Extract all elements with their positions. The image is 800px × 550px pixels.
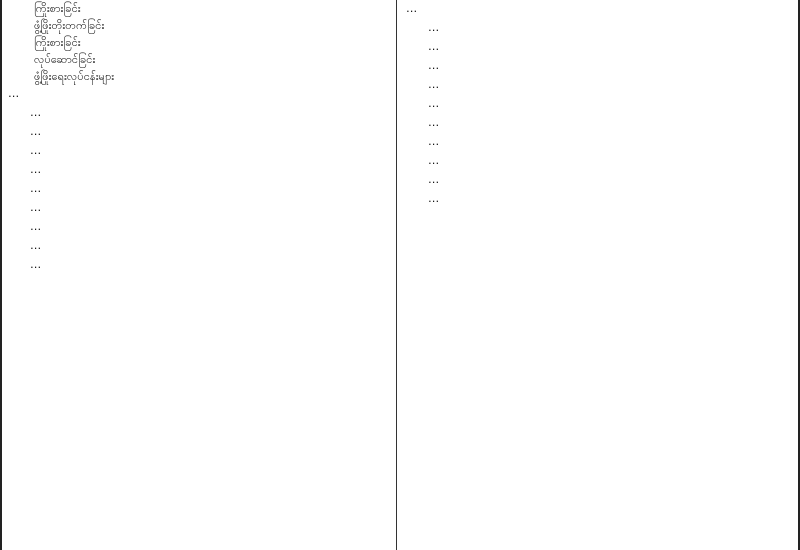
body-paragraph: … (30, 144, 42, 157)
body-paragraph: … (30, 163, 42, 176)
bullet-item: - လုပ်ဆောင်ခြင်း (34, 51, 386, 68)
body-paragraph: … (428, 78, 440, 91)
column-divider (396, 0, 397, 550)
body-paragraph: … (428, 192, 440, 205)
bullet-list (8, 0, 386, 85)
body-paragraph: … (30, 182, 42, 195)
body-paragraph: … (30, 106, 42, 119)
body-paragraph: … (8, 87, 20, 100)
body-paragraph: … (428, 173, 440, 186)
body-paragraph: … (406, 2, 418, 15)
body-paragraph: … (30, 220, 42, 233)
body-paragraph: … (428, 21, 440, 34)
body-paragraph: … (30, 125, 42, 138)
bullet-item: - ကြိုးစားခြင်း (34, 0, 386, 17)
left-text-column (8, 0, 388, 550)
bullet-item: - ကြိုးစားခြင်း (34, 34, 386, 51)
body-paragraph: … (428, 116, 440, 129)
body-paragraph: … (428, 97, 440, 110)
bullet-item: - ဖွံ့ဖြိုးတိုးတက်ခြင်း (34, 17, 386, 34)
body-paragraph: … (30, 239, 42, 252)
body-paragraph: … (428, 154, 440, 167)
right-text-column (406, 0, 794, 550)
body-paragraph: … (30, 201, 42, 214)
bullet-item: - ဖွံ့ဖြိုးရေးလုပ်ငန်းများ (34, 68, 386, 85)
body-paragraph: … (428, 135, 440, 148)
body-paragraph: … (428, 40, 440, 53)
body-paragraph: … (30, 258, 42, 271)
body-paragraph: … (428, 59, 440, 72)
